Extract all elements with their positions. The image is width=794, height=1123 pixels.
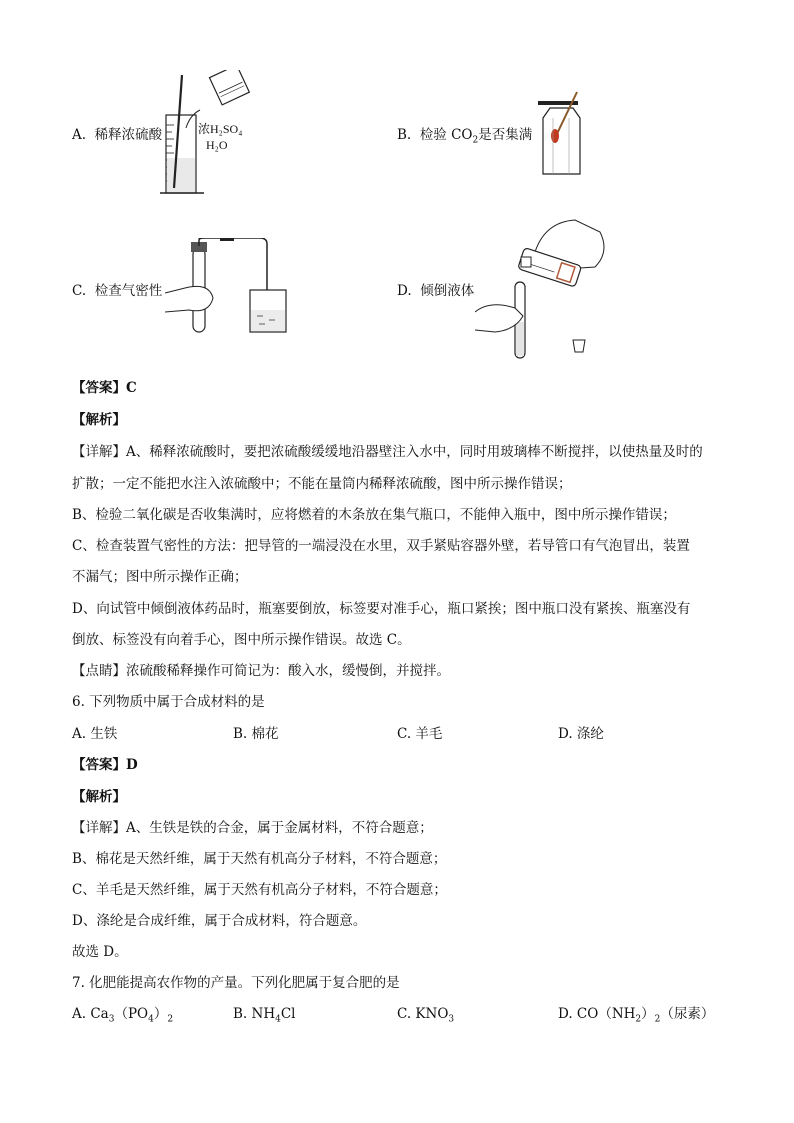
q6-analysis-heading: 【解析】 — [72, 789, 126, 805]
option-d-label — [397, 283, 474, 299]
option-a-text: 稀释浓硫酸 — [94, 127, 163, 143]
q7-option-a: A. $Ca_3(PO_4)_2$ — [72, 1006, 174, 1025]
q6-stem: 6. 下列物质中属于合成材料的是 — [72, 694, 265, 710]
option-b-text-pre: 检验 CO — [419, 127, 473, 143]
q5-detail-a-line1: 【详解】A、稀释浓硫酸时，要把浓硫酸缓缓地沿器壁注入水中，同时用玻璃棒不断搅拌，以使热量及时的 — [72, 444, 703, 460]
option-a-label — [72, 127, 162, 143]
q5-detail-a-line2: 扩散；一定不能把水注入浓硫酸中；不能在量筒内稀释浓硫酸，图中所示操作错误； — [72, 476, 572, 492]
label-acid: 浓H₂SO₄ — [198, 122, 243, 136]
q6-answer: 【答案】D — [72, 757, 138, 773]
q6-detail-b: B、棉花是天然纤维，属于天然有机高分子材料，不符合题意； — [72, 851, 447, 867]
q6-option-c: C. 羊毛 — [397, 726, 443, 742]
acid-beaker — [209, 70, 249, 105]
option-b-sub: 2 — [472, 135, 479, 146]
q6-detail-d: D、涤纶是合成纤维，属于合成材料，符合题意。 — [72, 913, 367, 929]
q5-tip: 【点睛】浓硫酸稀释操作可简记为：酸入水，缓慢倒，并搅拌。 — [72, 663, 450, 679]
option-d-letter: D. — [397, 283, 412, 299]
q5-detail-b: B、检验二氧化碳是否收集满时，应将燃着的木条放在集气瓶口，不能伸入瓶中，图中所示操作错误； — [72, 507, 676, 523]
option-d-text: 倾倒液体 — [420, 283, 475, 299]
option-c-label — [72, 283, 162, 299]
option-c-text: 检查气密性 — [94, 283, 163, 299]
gas-bottle — [543, 108, 580, 174]
airtightness-figure — [165, 238, 290, 336]
bottle-stopper — [573, 340, 585, 352]
hand-icon — [165, 286, 213, 312]
option-b-text-post: 是否集满 — [478, 127, 533, 143]
q5-answer: 【答案】C — [72, 380, 137, 396]
flame-icon — [551, 129, 559, 143]
q5-detail-d-line2: 倒放、标签没有向着手心，图中所示操作错误。故选 C。 — [72, 632, 411, 648]
pour-liquid-figure — [475, 212, 615, 362]
q7-option-b: B. $NH_4Cl$ — [233, 1006, 296, 1025]
q7-stem: 7. 化肥能提高农作物的产量。下列化肥属于复合肥的是 — [72, 975, 400, 991]
q6-detail-a: 【详解】A、生铁是铁的合金，属于金属材料，不符合题意； — [72, 820, 433, 836]
q5-detail-c-line2: 不漏气；图中所示操作正确； — [72, 569, 248, 585]
q5-detail-c-line1: C、检查装置气密性的方法：把导管的一端浸没在水里，双手紧贴容器外壁，若导管口有气泡冒出，装置 — [72, 538, 690, 554]
q7-option-d: D. $CO(NH_2)_2$（尿素） — [558, 1006, 715, 1025]
option-b-label — [397, 127, 533, 146]
beaker-water — [251, 310, 285, 331]
co2-check-figure — [533, 88, 593, 178]
q6-option-a: A. 生铁 — [72, 726, 118, 742]
option-c-letter: C. — [72, 283, 87, 299]
bottle-mouth — [521, 257, 531, 267]
q6-option-b: B. 棉花 — [233, 726, 279, 742]
q6-conclusion: 故选 D。 — [72, 944, 128, 960]
q5-analysis-heading: 【解析】 — [72, 412, 126, 428]
q7-option-c: C. $KNO_3$ — [397, 1006, 455, 1025]
q6-detail-c: C、羊毛是天然纤维，属于天然有机高分子材料，不符合题意； — [72, 882, 447, 898]
water-in-cylinder — [167, 158, 195, 192]
option-b-letter: B. — [397, 127, 412, 143]
option-a-letter: A. — [72, 127, 87, 143]
label-water: H₂O — [206, 138, 228, 152]
dilute-acid-figure — [160, 70, 255, 198]
rubber-connector — [220, 238, 234, 241]
q5-detail-d-line1: D、向试管中倾倒液体药品时，瓶塞要倒放，标签要对准手心，瓶口紧挨；图中瓶口没有紧挨、瓶塞没有 — [72, 601, 691, 617]
q6-option-d: D. 涤纶 — [558, 726, 604, 742]
